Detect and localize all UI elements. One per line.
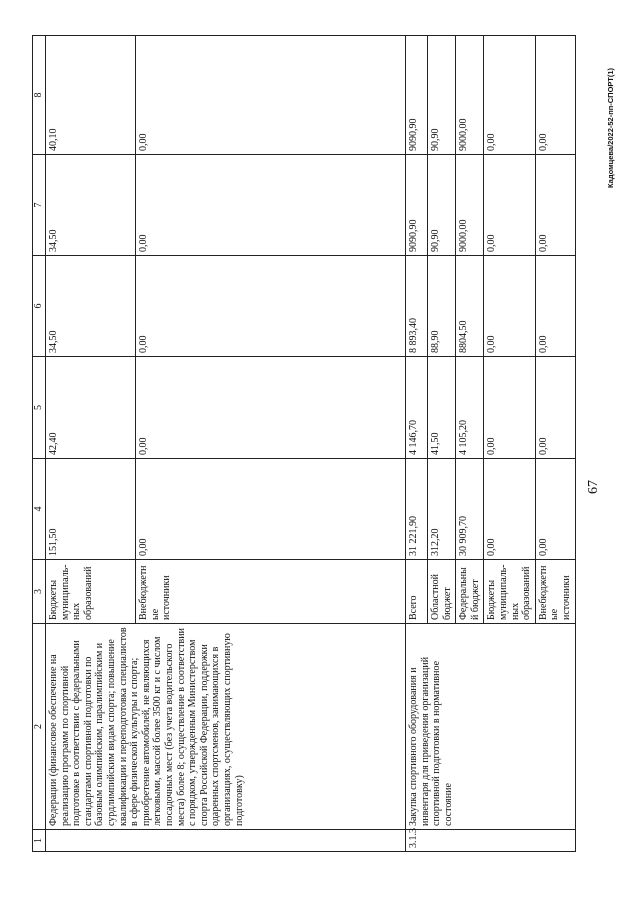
value-cell: 151,50 [46, 459, 136, 560]
page-number: 67 [586, 480, 601, 494]
row-number: 3.1.3 [406, 830, 576, 852]
value-cell: 0,00 [136, 357, 406, 459]
value-cell: 88,90 [428, 256, 456, 357]
source-label: Бюджеты муниципаль-ных образований [484, 560, 535, 624]
value-cell: 90,90 [428, 36, 456, 155]
col-header: 4 [33, 459, 46, 560]
value-cell: 9000,00 [456, 36, 484, 155]
value-cell: 42,40 [46, 357, 136, 459]
value-cell: 41,50 [428, 357, 456, 459]
row-description: Федерации (финансовое обеспечение на реализацию программ по спортивной подготовке в соответствии с федеральными стандартами спортивной подготовки по базовым олимпийским, паралимпийским и сурдлимпийским видам спорта; повышение квалификации и переподготовка специалистов в сфере физической культуры и спорта; приобретение автомобилей, не являющихся легковыми, массой более 3500 кг и с числом посадочных мест (без учета водительского места) более 8; осуществление в соответствии с порядком, утвержденным Министерством спорта Российской Федерации, поддержки одаренных спортсменов, занимающихся в организациях, осуществляющих спортивную подготовку) [46, 624, 406, 830]
value-cell: 0,00 [535, 155, 575, 256]
value-cell: 9090,90 [406, 36, 428, 155]
table-row [406, 36, 428, 852]
value-cell: 0,00 [136, 36, 406, 155]
value-cell: 0,00 [136, 459, 406, 560]
value-cell: 0,00 [484, 357, 535, 459]
value-cell: 0,00 [535, 36, 575, 155]
source-label: Областной бюджет [428, 560, 456, 624]
budget-table [32, 35, 576, 852]
page-content [0, 3, 635, 908]
value-cell: 30 909,70 [456, 459, 484, 560]
footer-doc-code: Кадомцева/2022-52-пп-СПОРТ(1) [606, 67, 615, 188]
col-header: 3 [33, 560, 46, 624]
value-cell: 312,20 [428, 459, 456, 560]
value-cell: 0,00 [535, 357, 575, 459]
row-number [46, 830, 406, 852]
header-row [33, 36, 46, 852]
col-header: 1 [33, 830, 46, 852]
col-header: 7 [33, 155, 46, 256]
value-cell: 0,00 [535, 256, 575, 357]
value-cell: 8 893,40 [406, 256, 428, 357]
value-cell: 0,00 [484, 256, 535, 357]
value-cell: 34,50 [46, 155, 136, 256]
source-label: Федеральный бюджет [456, 560, 484, 624]
col-header: 2 [33, 624, 46, 830]
col-header: 8 [33, 36, 46, 155]
source-label: Внебюджетные источники [535, 560, 575, 624]
value-cell: 0,00 [136, 256, 406, 357]
rotated-page [0, 3, 637, 848]
value-cell: 0,00 [136, 155, 406, 256]
source-label: Всего [406, 560, 428, 624]
col-header: 6 [33, 256, 46, 357]
value-cell: 34,50 [46, 256, 136, 357]
value-cell: 9000,00 [456, 155, 484, 256]
col-header: 5 [33, 357, 46, 459]
value-cell: 9090,90 [406, 155, 428, 256]
value-cell: 40,10 [46, 36, 136, 155]
value-cell: 8804,50 [456, 256, 484, 357]
value-cell: 0,00 [484, 36, 535, 155]
value-cell: 4 105,20 [456, 357, 484, 459]
value-cell: 0,00 [484, 155, 535, 256]
value-cell: 4 146,70 [406, 357, 428, 459]
value-cell: 0,00 [484, 459, 535, 560]
row-description: Закупка спортивного оборудования и инвентаря для приведения организаций спортивной подготовки в нормативное состояние [406, 624, 576, 830]
source-label: Внебюджетные источники [136, 560, 406, 624]
table-row [46, 36, 136, 852]
source-label: Бюджеты муниципаль-ных образований [46, 560, 136, 624]
value-cell: 90,90 [428, 155, 456, 256]
value-cell: 0,00 [535, 459, 575, 560]
value-cell: 31 221,90 [406, 459, 428, 560]
